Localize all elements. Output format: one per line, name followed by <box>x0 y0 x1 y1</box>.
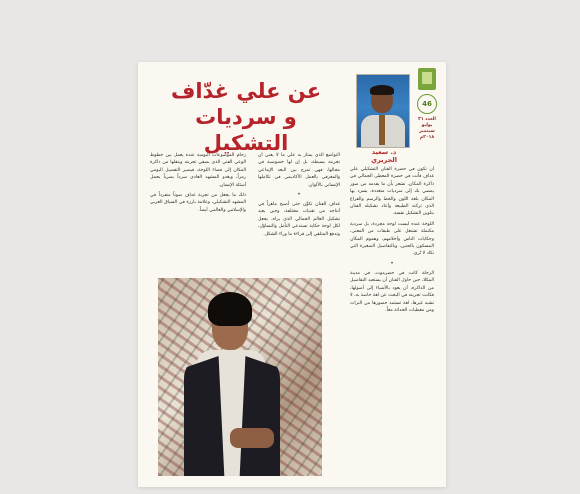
paragraph: الرحلة كانت في حضرموت، في مدينة المكلا، حين حاول الفنان أن يستعيد التفاصيل من الذاكرة، أن يعود بالأشياء إلى أصولها، فكانت تجربته في البحث عن لغة خاصة به، لا تشبه غيرها، لغة تستمد حضورها من التراث ومن معطيات الحداثة معاً. <box>350 270 434 313</box>
issue-meta-line: سبتمبر <box>419 129 435 134</box>
page-number: 46 <box>417 94 437 114</box>
article-title-line2: و سرديات التشكيل <box>195 105 297 155</box>
paragraph: زحام الموضوعات اليومية عنده يعمل بين خطوط الوعي الفني الذي يصفي تجربته وينقلها من ذاكرة المكان إلى فضاء اللوحة، فيصير التفصيل اليومي رمزاً، ويغدو المشهد العادي سرداً بصرياً يحمل أسئلة الإنسان. <box>150 153 246 188</box>
section-separator: • <box>297 191 301 199</box>
paragraph: التواضع الذي يمتاز به علي ما لا يعني أن تجربته بسيطة، بل إن لها خصوصية في مجالها، فهي تمزج بين البعد الإبداعي والمعرفي بالعمل الأكاديمي في تكاملها الإنساني بالألوان. <box>258 153 340 188</box>
issue-meta-line: العدد ٣١ <box>418 117 436 122</box>
issue-meta-line: يوليو <box>421 123 433 128</box>
column-right <box>350 166 434 478</box>
issue-meta-line: ٢٠١٨م <box>419 135 435 140</box>
issue-meta <box>418 117 436 141</box>
article-title-line1: عن علي غدّاف <box>170 79 322 103</box>
author-name: د. سعيد الجريري <box>371 148 397 164</box>
issue-badge <box>414 68 440 141</box>
paragraph: اللوحة عنده ليست لوحة مجردة، بل سردية مكتملة تشتغل على طبقات من المعنى، وحكايات الناس وأحلامهم، وهموم المكان المسكون بالحنين، وبالتفاصيل الصغيرة التي تكاد لا تُرى. <box>350 221 434 257</box>
author-photo <box>356 74 410 148</box>
artist-photo <box>158 278 322 476</box>
column-left <box>150 152 246 246</box>
magazine-page <box>138 62 446 487</box>
paragraph: ذلك ما يجعل من تجربة غداف صوتاً متفرداً في المشهد التشكيلي، وعلامة بارزة في السياق العربي والإسلامي والعالمي أيضاً. <box>150 193 246 213</box>
paragraph: غداف الفنان تكوَّن حتى أصبح ماهراً في أنتاجه من تقنيات مختلفة، وحين يعيد تشكيل العالم الجمالي الذي يراه، يجعل لكل لوحة حكاية تستدعي التأمل والتساؤل، وتدفع المتلقي إلى قراءة ما وراء الشكل. <box>258 202 340 237</box>
article-title <box>156 78 336 156</box>
paragraph: أن تكون في حضرة الفنان التشكيلي علي غداف فأنت في حضرة المعطى الجمالي في ذاكرة المكان، تشعر بأن ما يقدمه من صور يمضي بك إلى سرديات متعددة، يسرد بها المكان بلغة اللون والخط والرسم والفراغ الذي تركته الطبيعة وأعاد تشكيله الفنان بتلوين التشكيل نفسه. <box>350 167 434 217</box>
magazine-logo <box>418 68 436 90</box>
column-middle <box>258 152 340 276</box>
section-separator: • <box>390 259 394 267</box>
